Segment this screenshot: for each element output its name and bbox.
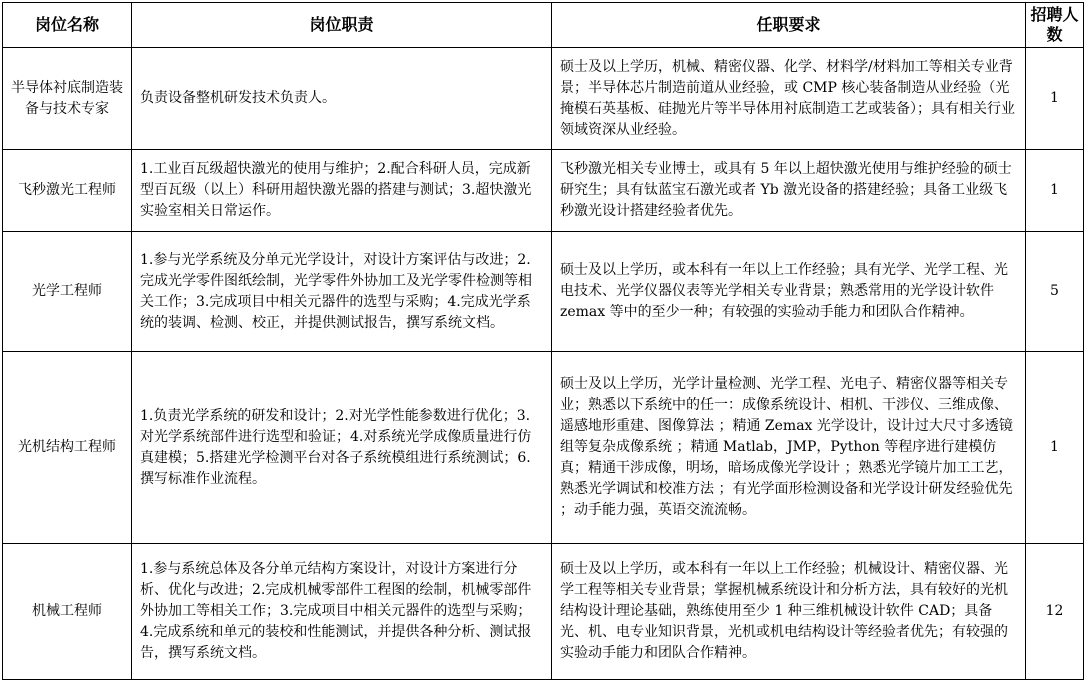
position-headcount: 1: [1026, 352, 1084, 544]
position-requirements: 硕士及以上学历，或本科有一年以上工作经验；机械设计、精密仪器、光学工程等相关专业背景；掌握机械系统设计和分析方法，具有较好的光机结构设计理论基础，熟练使用至少 1 种三维机械设计软件 CAD；具备光、机、电专业知识背景，光机或机电结构设计等经验者优先；有较强的实验动手能力和团队合作精神。: [552, 544, 1026, 680]
position-name: 半导体衬底制造装备与技术专家: [3, 48, 132, 150]
header-headcount: 招聘人数: [1026, 3, 1084, 48]
position-headcount: 5: [1026, 232, 1084, 352]
position-duties: 1.负责光学系统的研发和设计；2.对光学性能参数进行优化；3.对光学系统部件进行选型和验证；4.对系统光学成像质量进行仿真建模；5.搭建光学检测平台对各子系统模组进行系统测试；6.撰写标准作业流程。: [132, 352, 552, 544]
position-duties: 1.参与系统总体及各分单元结构方案设计，对设计方案进行分析、优化与改进；2.完成机械零部件工程图的绘制，机械零部件外协加工等相关工作；3.完成项目中相关元器件的选型与采购；4.完成系统和单元的装校和性能测试，并提供各种分析、测试报告，撰写系统文档。: [132, 544, 552, 680]
header-duties: 岗位职责: [132, 3, 552, 48]
job-table: [2, 2, 1084, 680]
table-row: [3, 544, 1084, 680]
position-requirements: 硕士及以上学历，光学计量检测、光学工程、光电子、精密仪器等相关专业；熟悉以下系统中的任一：成像系统设计、相机、干涉仪、三维成像、遥感地形重建、图像算法 ；精通 Zemax 光学设计，设计过大尺寸多透镜组等复杂成像系统 ；精通 Matlab，JMP，Python 等程序进行建模仿真；精通干涉成像，明场，暗场成像光学设计 ；熟悉光学镜片加工工艺，熟悉光学调试和校准方法 ；有光学面形检测设备和光学设计研发经验优先 ；动手能力强，英语交流流畅。: [552, 352, 1026, 544]
table-header-row: [3, 3, 1084, 48]
header-requirements: 任职要求: [552, 3, 1026, 48]
position-name: 飞秒激光工程师: [3, 150, 132, 232]
position-duties: 1.工业百瓦级超快激光的使用与维护；2.配合科研人员，完成新型百瓦级（以上）科研用超快激光器的搭建与测试；3.超快激光实验室相关日常运作。: [132, 150, 552, 232]
position-headcount: 1: [1026, 48, 1084, 150]
table-row: [3, 352, 1084, 544]
position-duties: 负责设备整机研发技术负责人。: [132, 48, 552, 150]
position-requirements: 飞秒激光相关专业博士，或具有 5 年以上超快激光使用与维护经验的硕士研究生；具有钛蓝宝石激光或者 Yb 激光设备的搭建经验；具备工业级飞秒激光设计搭建经验者优先。: [552, 150, 1026, 232]
position-duties: 1.参与光学系统及分单元光学设计，对设计方案评估与改进；2.完成光学零件图纸绘制，光学零件外协加工及光学零件检测等相关工作；3.完成项目中相关元器件的选型与采购；4.完成光学系统的装调、检测、校正，并提供测试报告，撰写系统文档。: [132, 232, 552, 352]
table-row: [3, 232, 1084, 352]
table-row: [3, 150, 1084, 232]
position-requirements: 硕士及以上学历，机械、精密仪器、化学、材料学/材料加工等相关专业背景；半导体芯片制造前道从业经验，或 CMP 核心装备制造从业经验（光掩模石英基板、硅抛光片等半导体用衬底制造工艺或装备）；具有相关行业领域资深从业经验。: [552, 48, 1026, 150]
table-row: [3, 48, 1084, 150]
header-position-name: 岗位名称: [3, 3, 132, 48]
position-name: 光学工程师: [3, 232, 132, 352]
position-headcount: 1: [1026, 150, 1084, 232]
position-name: 机械工程师: [3, 544, 132, 680]
position-headcount: 12: [1026, 544, 1084, 680]
position-name: 光机结构工程师: [3, 352, 132, 544]
position-requirements: 硕士及以上学历，或本科有一年以上工作经验；具有光学、光学工程、光电技术、光学仪器仪表等光学相关专业背景；熟悉常用的光学设计软件 zemax 等中的至少一种；有较强的实验动手能力和团队合作精神。: [552, 232, 1026, 352]
